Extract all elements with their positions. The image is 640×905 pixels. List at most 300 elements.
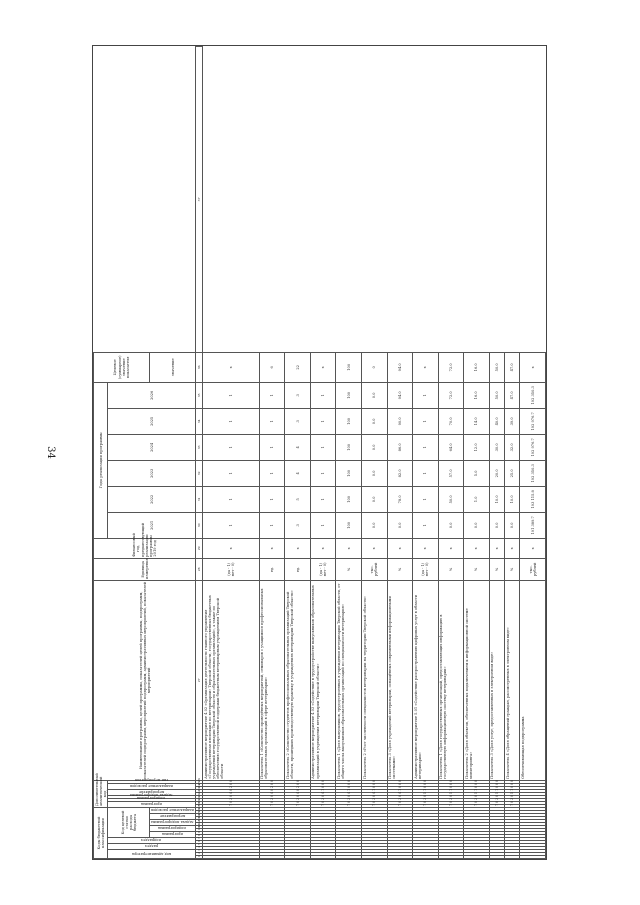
code-cell [520, 811, 546, 814]
target-value-cell: 47.0 [505, 352, 520, 382]
year-value-cell: 0.0 [438, 512, 464, 538]
column-index-cell: 11 [196, 826, 203, 829]
code-cell [464, 811, 490, 814]
year-value-cell: 100 [336, 434, 362, 460]
code-cell: 0 [413, 801, 439, 804]
code-cell [387, 832, 413, 835]
year-value-cell: 72.0 [438, 382, 464, 408]
code-cell: 0 [310, 780, 336, 783]
direction-header: направление расходов [129, 783, 173, 788]
target-article-header: Код целевой статьи расхода бюджета [108, 807, 150, 837]
code-cell: 3 [362, 798, 388, 801]
code-cell: 7 [438, 804, 464, 807]
code-cell [438, 826, 464, 829]
column-index-cell: 21 [196, 795, 203, 798]
year-value-cell: 25.0 [505, 460, 520, 486]
code-cell [203, 811, 259, 814]
code-cell [413, 823, 439, 826]
code-cell [387, 841, 413, 844]
year-value-cell: 78.0 [387, 486, 413, 512]
column-index-cell: 31 [196, 486, 203, 512]
code-cell [505, 844, 520, 847]
row-unit: ед. [285, 558, 311, 580]
code-cell [259, 820, 285, 823]
row-base-year: x [489, 538, 504, 558]
row-base-year: x [438, 538, 464, 558]
target-value-header: значение [150, 352, 196, 382]
code-cell [259, 826, 285, 829]
code-cell [520, 829, 546, 832]
code-cell [413, 850, 439, 853]
year-value-cell: 57.0 [438, 460, 464, 486]
code-cell: 0 [387, 801, 413, 804]
code-cell [438, 847, 464, 850]
code-cell [438, 841, 464, 844]
year-value-cell: 1 [310, 382, 336, 408]
year-value-cell: 1 [310, 512, 336, 538]
code-cell [464, 807, 490, 810]
code-cell: 0 [362, 786, 388, 789]
column-index-cell: 4 [196, 847, 203, 850]
code-cell [285, 835, 311, 838]
code-cell [520, 807, 546, 810]
code-cell [520, 801, 546, 804]
year-value-cell: 100 [336, 460, 362, 486]
code-cell: 2 [203, 786, 259, 789]
code-cell [362, 856, 388, 859]
code-cell: 4 [310, 792, 336, 795]
year-header: 2026 [108, 382, 196, 408]
code-cell: 4 [336, 792, 362, 795]
base-year-column-header: Финансовый год, предшествующий реализации программы 2019 год [94, 538, 196, 558]
code-cell: 0 [438, 780, 464, 783]
row-name: Показатель 2 «Рост численности специалистов ветеринарии на территории Тверской области» [362, 580, 388, 780]
code-cell [387, 820, 413, 823]
code-cell [505, 814, 520, 817]
column-index-cell: 35 [196, 382, 203, 408]
row-name: Показатель 1 «Доля выпускников, трудоустроенных в учреждения ветеринарии Тверской области, от общего числа выпускников образовательных организаций по специальности ветеринария» [336, 580, 362, 780]
code-cell [336, 820, 362, 823]
column-index-cell: 24 [196, 786, 203, 789]
code-cell: 7 [387, 804, 413, 807]
code-cell: 0 [362, 795, 388, 798]
year-value-cell: 1 [413, 408, 439, 434]
code-cell [520, 847, 546, 850]
code-cell [520, 820, 546, 823]
row-name: Показатель 1 «Количество проведённых мероприятий, семинаров с учащимися профессиональных образовательных организаций в сфере ветеринарии» [259, 580, 285, 780]
code-cell: 7 [259, 804, 285, 807]
name-column-header: Наименование программы, целей программы, показателей целей программы, подпрограмм, показателей подпрограмм, мероприятий подпрограмм, административных мероприятий, показателей мероприятий [94, 580, 196, 780]
code-cell [203, 817, 259, 820]
year-value-cell: 0.0 [362, 512, 388, 538]
year-value-cell: 30.0 [489, 434, 504, 460]
code-cell [285, 853, 311, 856]
code-cell [505, 829, 520, 832]
code-cell: 0 [259, 780, 285, 783]
target-value-cell: 94.0 [387, 352, 413, 382]
row-unit: (да - 1/нет - 0) [310, 558, 336, 580]
year-value-cell: 20.0 [489, 460, 504, 486]
code-cell [362, 844, 388, 847]
code-cell: 3 [505, 798, 520, 801]
program-table [93, 46, 546, 859]
year-value-cell: 192 350.3 [520, 382, 546, 408]
code-cell [203, 856, 259, 859]
code-cell: 0 [203, 795, 259, 798]
code-cell: 0 [489, 801, 504, 804]
code-cell [464, 838, 490, 841]
year-value-cell: 1 [203, 408, 259, 434]
year-value-cell: 100 [336, 408, 362, 434]
table-row [464, 47, 490, 859]
code-cell: 7 [203, 804, 259, 807]
table-row [413, 47, 439, 859]
code-cell [362, 829, 388, 832]
column-index-cell: 19 [196, 801, 203, 804]
target-value-cell: x [203, 352, 259, 382]
column-index-cell: 17 [196, 807, 203, 810]
code-cell [505, 807, 520, 810]
year-value-cell: 1 [203, 486, 259, 512]
code-cell: 0 [336, 795, 362, 798]
code-cell: 0 [285, 789, 311, 792]
year-value-cell: 1 [310, 460, 336, 486]
year-header: 2025 [108, 408, 196, 434]
year-value-cell: 1 [259, 408, 285, 434]
program-table-sheet [92, 45, 547, 860]
code-cell [438, 832, 464, 835]
year-value-cell: 90.0 [387, 408, 413, 434]
year-value-cell: 1 [413, 512, 439, 538]
target-value-cell: 22 [285, 352, 311, 382]
year-value-cell: 1 [203, 512, 259, 538]
code-cell: 3 [259, 798, 285, 801]
subprogram-code-header: подпрограмма [158, 826, 187, 830]
code-cell: 0 [489, 795, 504, 798]
year-value-cell: 3 [285, 512, 311, 538]
column-index-cell: 9 [196, 832, 203, 835]
code-cell [464, 850, 490, 853]
year-value-cell: 4 [285, 434, 311, 460]
code-cell [489, 841, 504, 844]
code-cell [362, 817, 388, 820]
code-cell [464, 844, 490, 847]
code-cell [520, 826, 546, 829]
code-cell [310, 823, 336, 826]
code-cell: 0 [259, 795, 285, 798]
year-value-cell: 193 115.8 [520, 486, 546, 512]
column-index-cell: 23 [196, 789, 203, 792]
code-cell [520, 789, 546, 792]
year-value-cell: 40.0 [489, 408, 504, 434]
column-index-cell: 6 [196, 841, 203, 844]
target-value-cell: 6 [259, 352, 285, 382]
row-unit: (да - 1/нет - 0) [203, 558, 259, 580]
column-index-cell: 29 [196, 538, 203, 558]
code-cell [336, 832, 362, 835]
year-value-cell: 86.0 [387, 434, 413, 460]
column-index-cell: 15 [196, 814, 203, 817]
code-cell: 0 [310, 783, 336, 786]
code-cell [464, 829, 490, 832]
code-cell: 0 [203, 789, 259, 792]
code-cell: 3 [336, 798, 362, 801]
column-index-cell: 28 [196, 558, 203, 580]
code-cell: 4 [387, 792, 413, 795]
code-cell [336, 844, 362, 847]
code-cell: 0 [413, 786, 439, 789]
code-cell [489, 829, 504, 832]
code-cell [336, 841, 362, 844]
code-cell: 1 [362, 789, 388, 792]
code-cell: 0 [336, 801, 362, 804]
code-cell: 0 [413, 783, 439, 786]
code-cell: 1 [336, 789, 362, 792]
code-cell: 3 [413, 798, 439, 801]
table-row [387, 47, 413, 859]
year-value-cell: 1.0 [464, 486, 490, 512]
code-cell [362, 814, 388, 817]
row-name: Административное мероприятие 4.03 «Содействие в трудоустройстве выпускников образовательных организаций в учреждения ветеринарии Тверской области» [310, 580, 336, 780]
code-cell [310, 841, 336, 844]
year-value-cell: 10.0 [505, 486, 520, 512]
code-cell [505, 817, 520, 820]
year-value-cell: 50.0 [489, 382, 504, 408]
year-value-cell: 1 [413, 460, 439, 486]
column-index-cell: 20 [196, 798, 203, 801]
code-cell [336, 835, 362, 838]
target-value-cell: 50.0 [489, 352, 504, 382]
code-cell [505, 850, 520, 853]
code-cell: 3 [203, 798, 259, 801]
code-cell [362, 847, 388, 850]
code-cell: 4 [285, 792, 311, 795]
code-cell: 2 [285, 786, 311, 789]
code-cell [438, 811, 464, 814]
table-row [438, 47, 464, 859]
year-value-cell: 47.0 [505, 382, 520, 408]
direction-code-header: направление расходов [150, 808, 194, 812]
year-value-cell: 4 [285, 460, 311, 486]
code-cell [464, 823, 490, 826]
code-cell [520, 823, 546, 826]
target-value-cell: 72.0 [438, 352, 464, 382]
code-cell [505, 820, 520, 823]
code-cell [203, 847, 259, 850]
code-cell [413, 832, 439, 835]
code-cell [387, 811, 413, 814]
event-type-header: тип мероприятия [134, 777, 168, 782]
code-cell: 4 [259, 792, 285, 795]
code-cell: 0 [336, 786, 362, 789]
code-cell [259, 838, 285, 841]
code-cell [310, 844, 336, 847]
year-value-cell: 1 [413, 382, 439, 408]
code-cell [285, 829, 311, 832]
code-cell [520, 850, 546, 853]
code-cell [310, 856, 336, 859]
code-cell: 3 [387, 798, 413, 801]
code-cell: 0 [505, 795, 520, 798]
row-name: Административное мероприятие 5.01 «Содействие распространению цифровых услуг в области ветеринарии» [413, 580, 439, 780]
code-cell: 0 [489, 783, 504, 786]
row-base-year: x [520, 538, 546, 558]
year-value-cell: 3 [285, 382, 311, 408]
code-cell [505, 823, 520, 826]
code-cell [285, 823, 311, 826]
code-cell [310, 853, 336, 856]
code-cell [520, 814, 546, 817]
code-cell [464, 835, 490, 838]
code-cell [464, 853, 490, 856]
year-value-cell: 0.0 [387, 512, 413, 538]
column-index-cell: 7 [196, 838, 203, 841]
code-cell: 0 [310, 795, 336, 798]
code-cell [362, 835, 388, 838]
code-cell [310, 826, 336, 829]
table-row [489, 47, 504, 859]
row-unit: % [387, 558, 413, 580]
row-unit: % [336, 558, 362, 580]
code-cell [259, 844, 285, 847]
row-unit: % [464, 558, 490, 580]
code-cell: 0 [505, 780, 520, 783]
code-cell: 0 [438, 786, 464, 789]
code-cell: 0 [505, 786, 520, 789]
code-cell [285, 811, 311, 814]
code-cell: 5 [464, 792, 490, 795]
code-cell [438, 823, 464, 826]
code-cell [203, 832, 259, 835]
code-cell: 0 [336, 783, 362, 786]
target-value-cell: 100 [336, 352, 362, 382]
code-cell [259, 811, 285, 814]
year-value-cell: 192 976.7 [520, 434, 546, 460]
column-index-cell: 27 [196, 580, 203, 780]
code-cell [520, 804, 546, 807]
code-cell [259, 823, 285, 826]
column-index-cell: 32 [196, 460, 203, 486]
code-cell: 7 [362, 804, 388, 807]
table-row [285, 47, 311, 859]
code-cell [413, 820, 439, 823]
code-cell [413, 811, 439, 814]
code-cell [285, 844, 311, 847]
code-cell [489, 844, 504, 847]
event-header: мероприятие [138, 789, 164, 794]
year-value-cell: 1 [310, 408, 336, 434]
code-cell [489, 811, 504, 814]
code-cell: 4 [362, 792, 388, 795]
years-group-header: Годы реализации программы [94, 382, 108, 538]
code-cell: 0 [387, 786, 413, 789]
code-cell [520, 798, 546, 801]
code-cell [489, 807, 504, 810]
code-cell [464, 847, 490, 850]
code-cell [489, 832, 504, 835]
code-cell [505, 826, 520, 829]
year-value-cell: 1 [259, 460, 285, 486]
row-base-year: x [464, 538, 490, 558]
row-unit: % [438, 558, 464, 580]
year-value-cell: 3 [285, 408, 311, 434]
year-value-cell: 191 389.7 [520, 512, 546, 538]
code-cell: 1 [464, 789, 490, 792]
year-value-cell: 64.0 [438, 434, 464, 460]
table-row [520, 47, 546, 859]
program-header: программа [140, 801, 162, 806]
code-cell [489, 847, 504, 850]
year-value-cell: 0.0 [362, 408, 388, 434]
row-unit: ед. [259, 558, 285, 580]
code-cell: 0 [285, 801, 311, 804]
code-cell [336, 826, 362, 829]
code-cell [336, 847, 362, 850]
code-cell [336, 850, 362, 853]
code-cell: 0 [413, 780, 439, 783]
year-value-cell: 70.0 [438, 408, 464, 434]
column-index-cell: 8 [196, 835, 203, 838]
year-value-cell: 16.0 [464, 382, 490, 408]
code-cell [413, 807, 439, 810]
code-cell [285, 807, 311, 810]
code-cell [520, 844, 546, 847]
code-cell [413, 841, 439, 844]
year-value-cell: 82.0 [387, 460, 413, 486]
code-cell: 0 [285, 780, 311, 783]
code-cell [310, 807, 336, 810]
code-cell: 0 [413, 795, 439, 798]
code-cell [203, 844, 259, 847]
code-cell [464, 817, 490, 820]
code-cell [310, 847, 336, 850]
code-cell [438, 820, 464, 823]
code-cell [520, 835, 546, 838]
code-cell [285, 814, 311, 817]
code-cell [285, 847, 311, 850]
code-cell: 2 [259, 786, 285, 789]
code-cell [362, 853, 388, 856]
code-cell [387, 807, 413, 810]
code-cell: 1 [505, 789, 520, 792]
code-cell: 0 [505, 783, 520, 786]
code-cell [203, 829, 259, 832]
year-value-cell: 1 [259, 382, 285, 408]
code-cell: 0 [387, 783, 413, 786]
target-value-cell: x [310, 352, 336, 382]
column-index-cell: 5 [196, 844, 203, 847]
row-unit: тыс. рублей [520, 558, 546, 580]
column-index-cell: 2 [196, 853, 203, 856]
year-value-cell: 0.0 [362, 460, 388, 486]
year-value-cell: 1 [413, 434, 439, 460]
code-cell: 1 [387, 789, 413, 792]
column-index-cell: 14 [196, 817, 203, 820]
code-cell: 3 [489, 798, 504, 801]
code-cell: 0 [464, 795, 490, 798]
year-value-cell: 14.0 [464, 408, 490, 434]
code-cell [438, 853, 464, 856]
code-cell [505, 853, 520, 856]
code-cell: 0 [505, 801, 520, 804]
code-cell [489, 814, 504, 817]
code-cell [489, 850, 504, 853]
target-value-cell: 16.0 [464, 352, 490, 382]
column-index-cell: 25 [196, 783, 203, 786]
year-value-cell: 0.0 [489, 512, 504, 538]
table-row [336, 47, 362, 859]
code-cell [505, 847, 520, 850]
